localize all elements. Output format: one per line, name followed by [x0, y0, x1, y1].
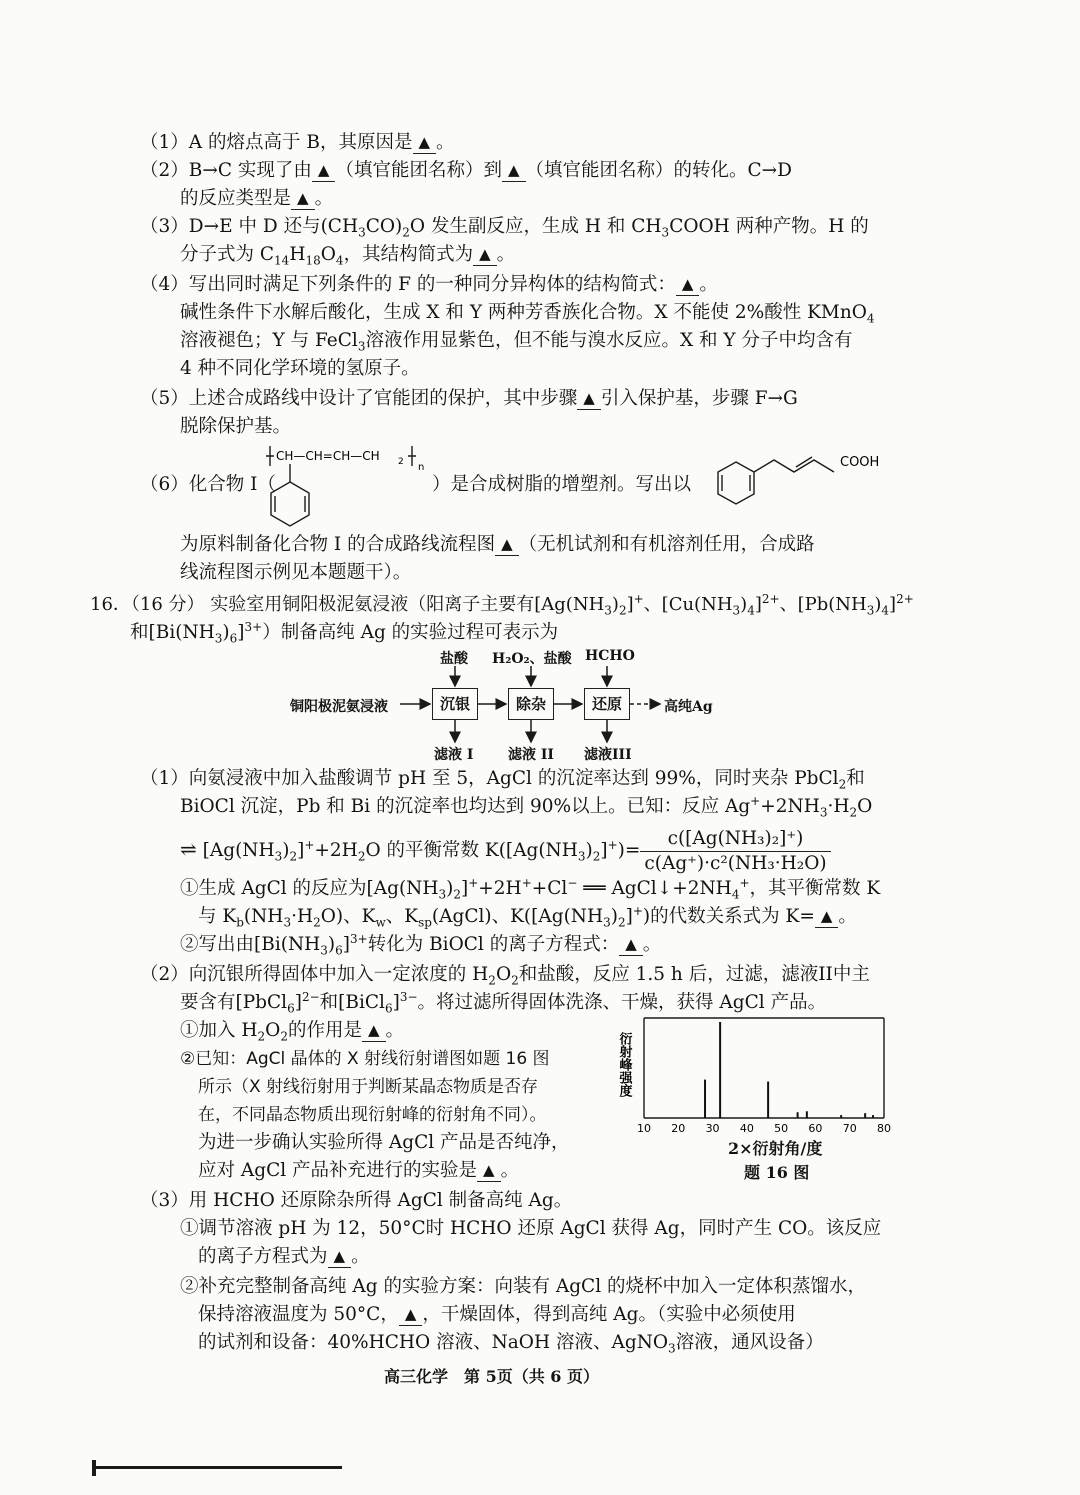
answer-blank[interactable]: ▲ [362, 1020, 386, 1042]
step-reduction: 还原 [584, 688, 630, 720]
answer-blank[interactable]: ▲ [477, 1160, 501, 1182]
output-3-label: 滤液III [584, 747, 632, 763]
q16-part2: （2）向沉银所得固体中加入一定浓度的 $H_2O_2$和盐酸，反应 1.5 h 后，过滤，滤液II中主 [140, 964, 870, 988]
q15-part1: （1）A 的熔点高于 B，其原因是 ▲ 。 [140, 132, 455, 153]
x-tick-label: 20 [671, 1122, 686, 1135]
answer-blank[interactable]: ▲ [577, 388, 601, 410]
q15-part6-mid: ）是合成树脂的增塑剂。写出以 [432, 474, 692, 495]
q16-part1-sub1: ①生成 AgCl 的反应为$[Ag(NH_3)_2]^++2H^++Cl^-$ ══ $AgCl↓+2NH_4^+$，其平衡常数 K [180, 875, 881, 902]
x-tick-label: 50 [774, 1122, 789, 1135]
q15-part6-line2: 为原料制备化合物 I 的合成路线流程图 ▲ （无机试剂和有机溶剂任用，合成路 [180, 534, 815, 555]
q15-part3-cont: 分子式为 $C_{14}H_{18}O_4$，其结构简式为 ▲ 。 [180, 244, 516, 268]
q15-part6-start: （6）化合物 I（ [140, 474, 276, 495]
q16-part3: （3）用 HCHO 还原除杂所得 AgCl 制备高纯 Ag。 [140, 1190, 573, 1211]
q15-part2-cont: 的反应类型是 ▲ 。 [180, 188, 334, 209]
equilibrium-fraction: $\frac{\text{c([Ag(NH₃)₂]⁺)}}{\text{c(Ag⁺)·c²(NH₃·H₂O)}}$ [640, 827, 830, 876]
answer-blank[interactable]: ▲ [502, 160, 526, 182]
q15-part4-line2: 碱性条件下水解后酸化，生成 X 和 Y 两种芳香族化合物。X 不能使 2%酸性 KMnO$_4$ [180, 302, 875, 326]
answer-blank[interactable]: ▲ [495, 534, 519, 556]
chart-xlabel: 2×衍射角/度 [728, 1139, 823, 1158]
q15-part4: （4）写出同时满足下列条件的 F 的一种同分异构体的结构简式： ▲ 。 [140, 274, 718, 295]
q16-part2-sub1: ①加入 $H_2O_2$的作用是 ▲ 。 [180, 1020, 405, 1044]
scan-edge-mark [92, 1460, 96, 1476]
flow-start-label: 铜阳极泥氨浸液 [290, 699, 388, 715]
polymer-chain-text: CH—CH=CH—CH [276, 449, 380, 463]
answer-blank[interactable]: ▲ [815, 906, 839, 928]
q15-part4-line3: 溶液褪色；Y 与 FeCl$_3$溶液作用显紫色，但不能与溴水反应。X 和 Y 分子中均含有 [180, 330, 853, 354]
x-tick-label: 40 [739, 1122, 754, 1135]
cooh-label: COOH [840, 455, 880, 470]
page-footer: 高三化学 第 5页（共 6 页） [384, 1367, 599, 1386]
q16-part2-sub2-line1: ②已知：AgCl 晶体的 X 射线衍射谱图如题 16 图 [180, 1049, 550, 1069]
q16-heading: 16．（16 分） 实验室用铜阳极泥氨浸液（阳离子主要有$[Ag(NH_3)_2]^+$、$[Cu(NH_3)_4]^{2+}$、$[Pb(NH_3)_4]^{2+}$ [90, 592, 914, 618]
input-2-label: H₂O₂、盐酸 [492, 651, 572, 667]
q15-part6-line3: 线流程图示例见本题题干）。 [180, 562, 412, 583]
q16-part1-sub1-cont: 与 $K_b(NH_3\cdot H_2O)$、$K_w$、$K_{sp}(AgCl)$、$K([Ag(NH_3)_2]^+)$的代数关系式为 K= ▲ 。 [198, 903, 857, 930]
x-tick-label: 60 [808, 1122, 823, 1135]
q16-part2-line2: 要含有[PbCl$_6$]$^{2-}$和[BiCl$_6$]$^{3-}$。将过滤所得固体洗涤、干燥，获得 AgCl 产品。 [180, 989, 827, 1016]
q16-part3-sub2: ②补充完整制备高纯 Ag 的实验方案：向装有 AgCl 的烧杯中加入一定体积蒸馏水， [180, 1276, 867, 1297]
answer-blank[interactable]: ▲ [291, 188, 315, 210]
q16-part1: （1）向氨浸液中加入盐酸调节 pH 至 5，AgCl 的沉淀率达到 99%，同时夹杂 PbCl$_2$和 [140, 768, 865, 792]
q16-part2-sub2-line4: 为进一步确认实验所得 AgCl 产品是否纯净， [198, 1132, 570, 1153]
q16-part3-sub1-cont: 的离子方程式为 ▲ 。 [198, 1246, 370, 1267]
answer-blank[interactable]: ▲ [312, 160, 336, 182]
q15-part4-line4: 4 种不同化学环境的氢原子。 [180, 358, 420, 379]
input-1-label: 盐酸 [440, 651, 468, 667]
polymer-n: n [418, 462, 425, 473]
x-tick-label: 80 [877, 1122, 891, 1135]
q16-part1-line2: BiOCl 沉淀，Pb 和 Bi 的沉淀率也均达到 90%以上。已知：反应 $Ag^++2NH_3\cdot H_2O$ [180, 793, 873, 820]
chart-title: 题 16 图 [744, 1163, 810, 1182]
step-remove-impurities: 除杂 [508, 688, 554, 720]
x-tick-label: 30 [705, 1122, 720, 1135]
q16-part1-line3: ⇌ $[Ag(NH_3)_2]^++2H_2O$ 的平衡常数 $K([Ag(NH_3)_2]^+)=$ $\frac{\text{c([Ag(NH₃)₂]⁺)}}{\text{c(Ag⁺)·c²(NH₃·H₂O)}}$ [180, 822, 831, 876]
output-2-label: 滤液 II [508, 747, 554, 763]
q16-part2-sub2-line5: 应对 AgCl 产品补充进行的实验是 ▲ 。 [198, 1160, 520, 1181]
q15-part5: （5）上述合成路线中设计了官能团的保护，其中步骤 ▲ 引入保护基，步骤 F→G [140, 388, 798, 409]
q16-part2-sub2-line3: 在，不同晶态物质出现衍射峰的衍射角不同）。 [198, 1105, 547, 1125]
q16-part3-sub2-line2: 保持溶液温度为 50°C， ▲ ，干燥固体，得到高纯 Ag。（实验中必须使用 [198, 1304, 796, 1325]
q16-part3-sub1: ①调节溶液 pH 为 12，50°C时 HCHO 还原 AgCl 获得 Ag，同时产生 CO。该反应 [180, 1218, 882, 1239]
input-3-label: HCHO [585, 648, 635, 664]
answer-blank[interactable]: ▲ [619, 934, 643, 956]
x-tick-label: 10 [637, 1122, 651, 1135]
flow-end-label: 高纯Ag [664, 699, 713, 715]
q15-part2: （2）B→C 实现了由 ▲ （填官能团名称）到 ▲ （填官能团名称）的转化。C→D [140, 160, 793, 181]
xrd-chart [610, 1012, 900, 1136]
chart-ylabel: 衍射峰强度 [616, 1032, 632, 1097]
q16-part2-sub2-line2: 所示（X 射线衍射用于判断某晶态物质是否存 [198, 1077, 539, 1097]
answer-blank[interactable]: ▲ [399, 1304, 423, 1326]
answer-blank[interactable]: ▲ [413, 132, 437, 154]
q16-part1-sub2: ②写出由$[Bi(NH_3)_6]^{3+}$转化为 BiOCl 的离子方程式： ▲ 。 [180, 931, 662, 958]
q15-part5-cont: 脱除保护基。 [180, 416, 292, 437]
scan-edge-line [92, 1466, 342, 1469]
q15-part3: （3）D→E 中 D 还与$(CH_3CO)_2O$ 发生副反应，生成 H 和 $CH_3COOH$ 两种产物。H 的 [140, 216, 869, 240]
answer-blank[interactable]: ▲ [328, 1246, 352, 1268]
polymer-sub-2: 2 [398, 457, 404, 467]
step-precipitate-silver: 沉银 [432, 688, 478, 720]
x-tick-label: 70 [842, 1122, 857, 1135]
q16-heading-line2: 和$[Bi(NH_3)_6]^{3+}$）制备高纯 Ag 的实验过程可表示为 [130, 619, 559, 646]
answer-blank[interactable]: ▲ [473, 244, 497, 266]
output-1-label: 滤液 I [434, 747, 474, 763]
answer-blank[interactable]: ▲ [676, 274, 700, 296]
q16-part3-sub2-line3: 的试剂和设备：40%HCHO 溶液、NaOH 溶液、AgNO$_3$溶液，通风设备） [198, 1332, 824, 1356]
